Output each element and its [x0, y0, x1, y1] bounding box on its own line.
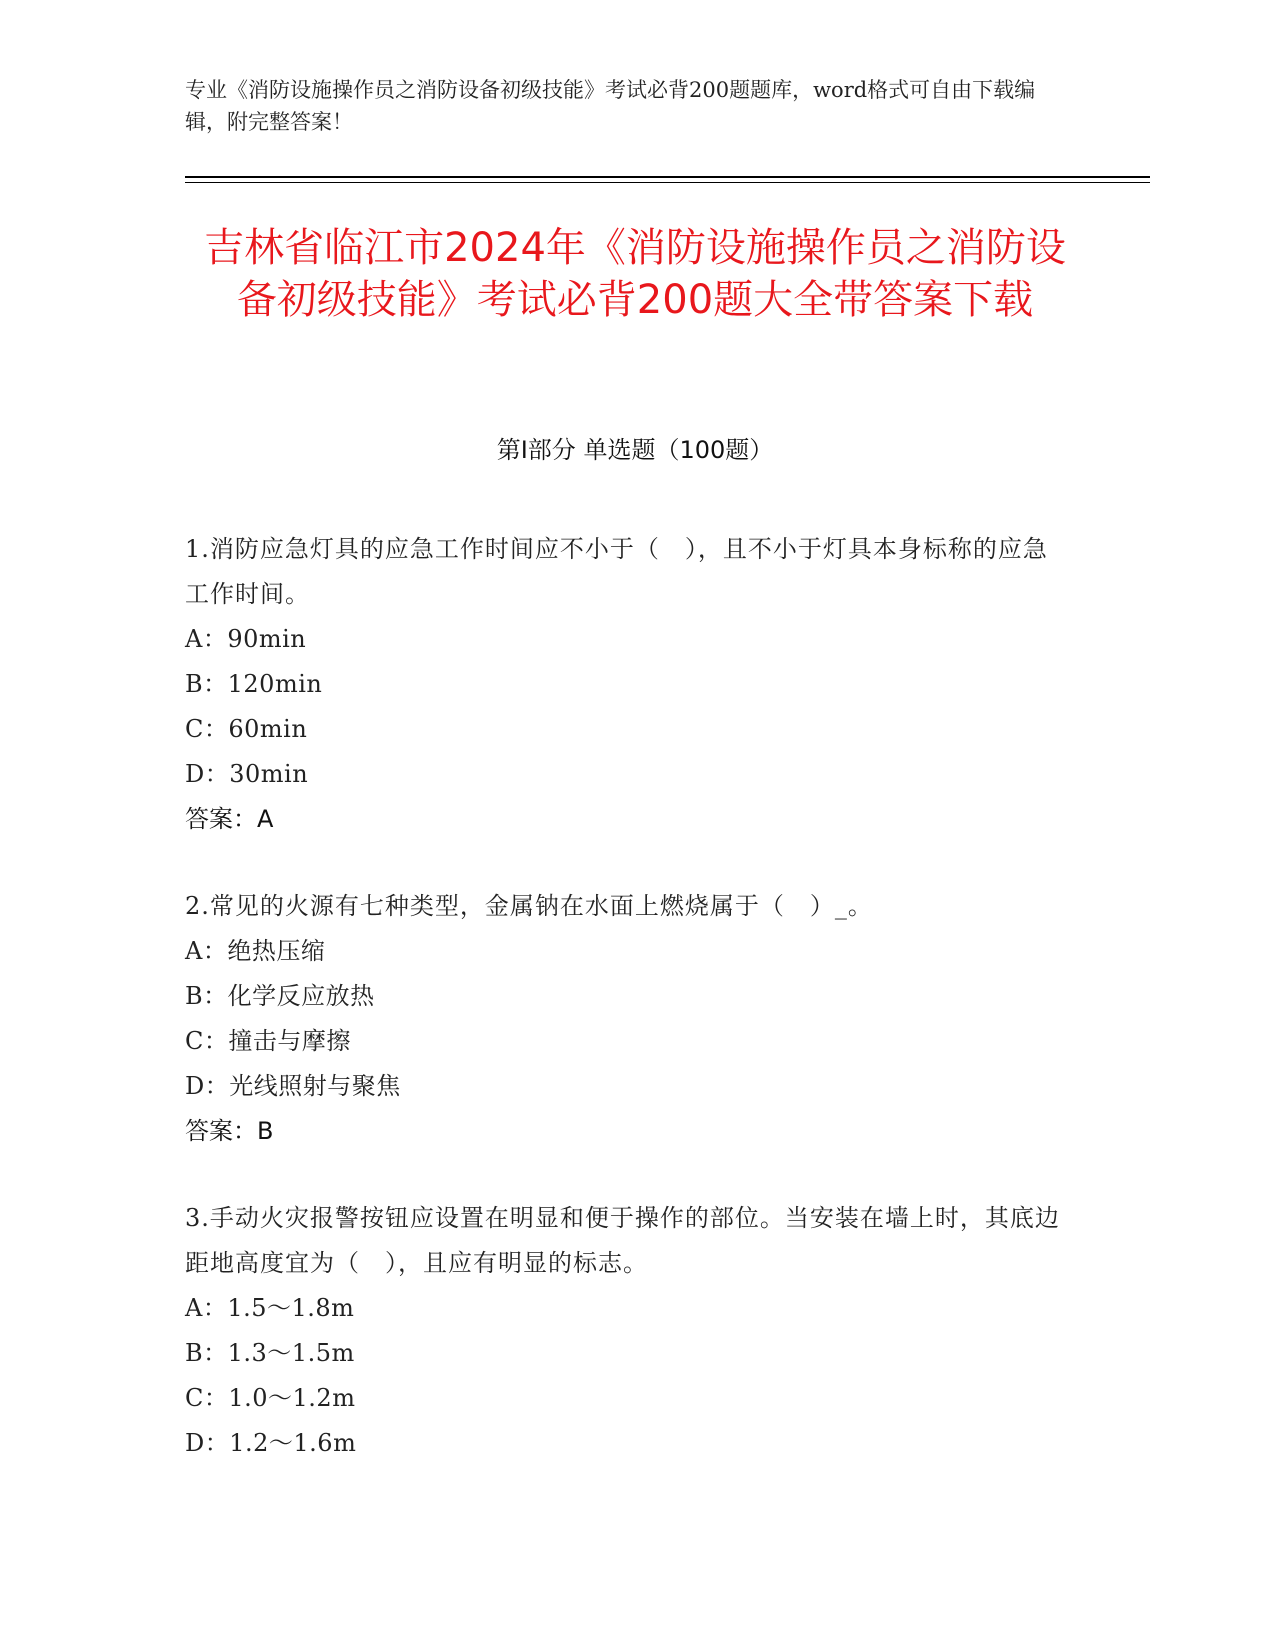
header-divider-thin — [185, 182, 1150, 183]
option-b: B：120min — [185, 670, 323, 698]
document-title: 吉林省临江市2024年《消防设施操作员之消防设备初级技能》考试必背200题大全带答案下载 — [204, 225, 1066, 323]
option-b: B：1.3～1.5m — [185, 1339, 355, 1367]
option-c: C：1.0～1.2m — [185, 1384, 356, 1412]
option-c: C：撞击与摩擦 — [185, 1027, 351, 1055]
answer-line: 答案：A — [185, 805, 274, 833]
answer-line: 答案：B — [185, 1117, 274, 1145]
question-stem: 2.常见的火源有七种类型，金属钠在水面上燃烧属于（ ）_。 — [185, 892, 873, 920]
option-b: B：化学反应放热 — [185, 982, 375, 1010]
question-stem: 3.手动火灾报警按钮应设置在明显和便于操作的部位。当安装在墙上时，其底边距地高度宜为（ ），且应有明显的标志。 — [185, 1204, 1060, 1277]
option-c: C：60min — [185, 715, 308, 743]
option-a: A：绝热压缩 — [185, 937, 326, 965]
option-a: A：1.5～1.8m — [185, 1294, 355, 1322]
question-list — [185, 527, 1065, 1508]
question-2 — [185, 884, 1065, 1154]
question-3 — [185, 1196, 1065, 1466]
header-note: 专业《消防设施操作员之消防设备初级技能》考试必背200题题库，word格式可自由下载编辑，附完整答案！ — [185, 78, 1036, 134]
question-1 — [185, 527, 1065, 842]
section-title: 第I部分 单选题（100题） — [496, 436, 774, 464]
question-stem: 1.消防应急灯具的应急工作时间应不小于（ ），且不小于灯具本身标称的应急工作时间。 — [185, 535, 1048, 608]
option-d: D：30min — [185, 760, 309, 788]
option-a: A：90min — [185, 625, 307, 653]
header-divider-thick — [185, 176, 1150, 178]
option-d: D：1.2～1.6m — [185, 1429, 357, 1457]
option-d: D：光线照射与聚焦 — [185, 1072, 401, 1100]
